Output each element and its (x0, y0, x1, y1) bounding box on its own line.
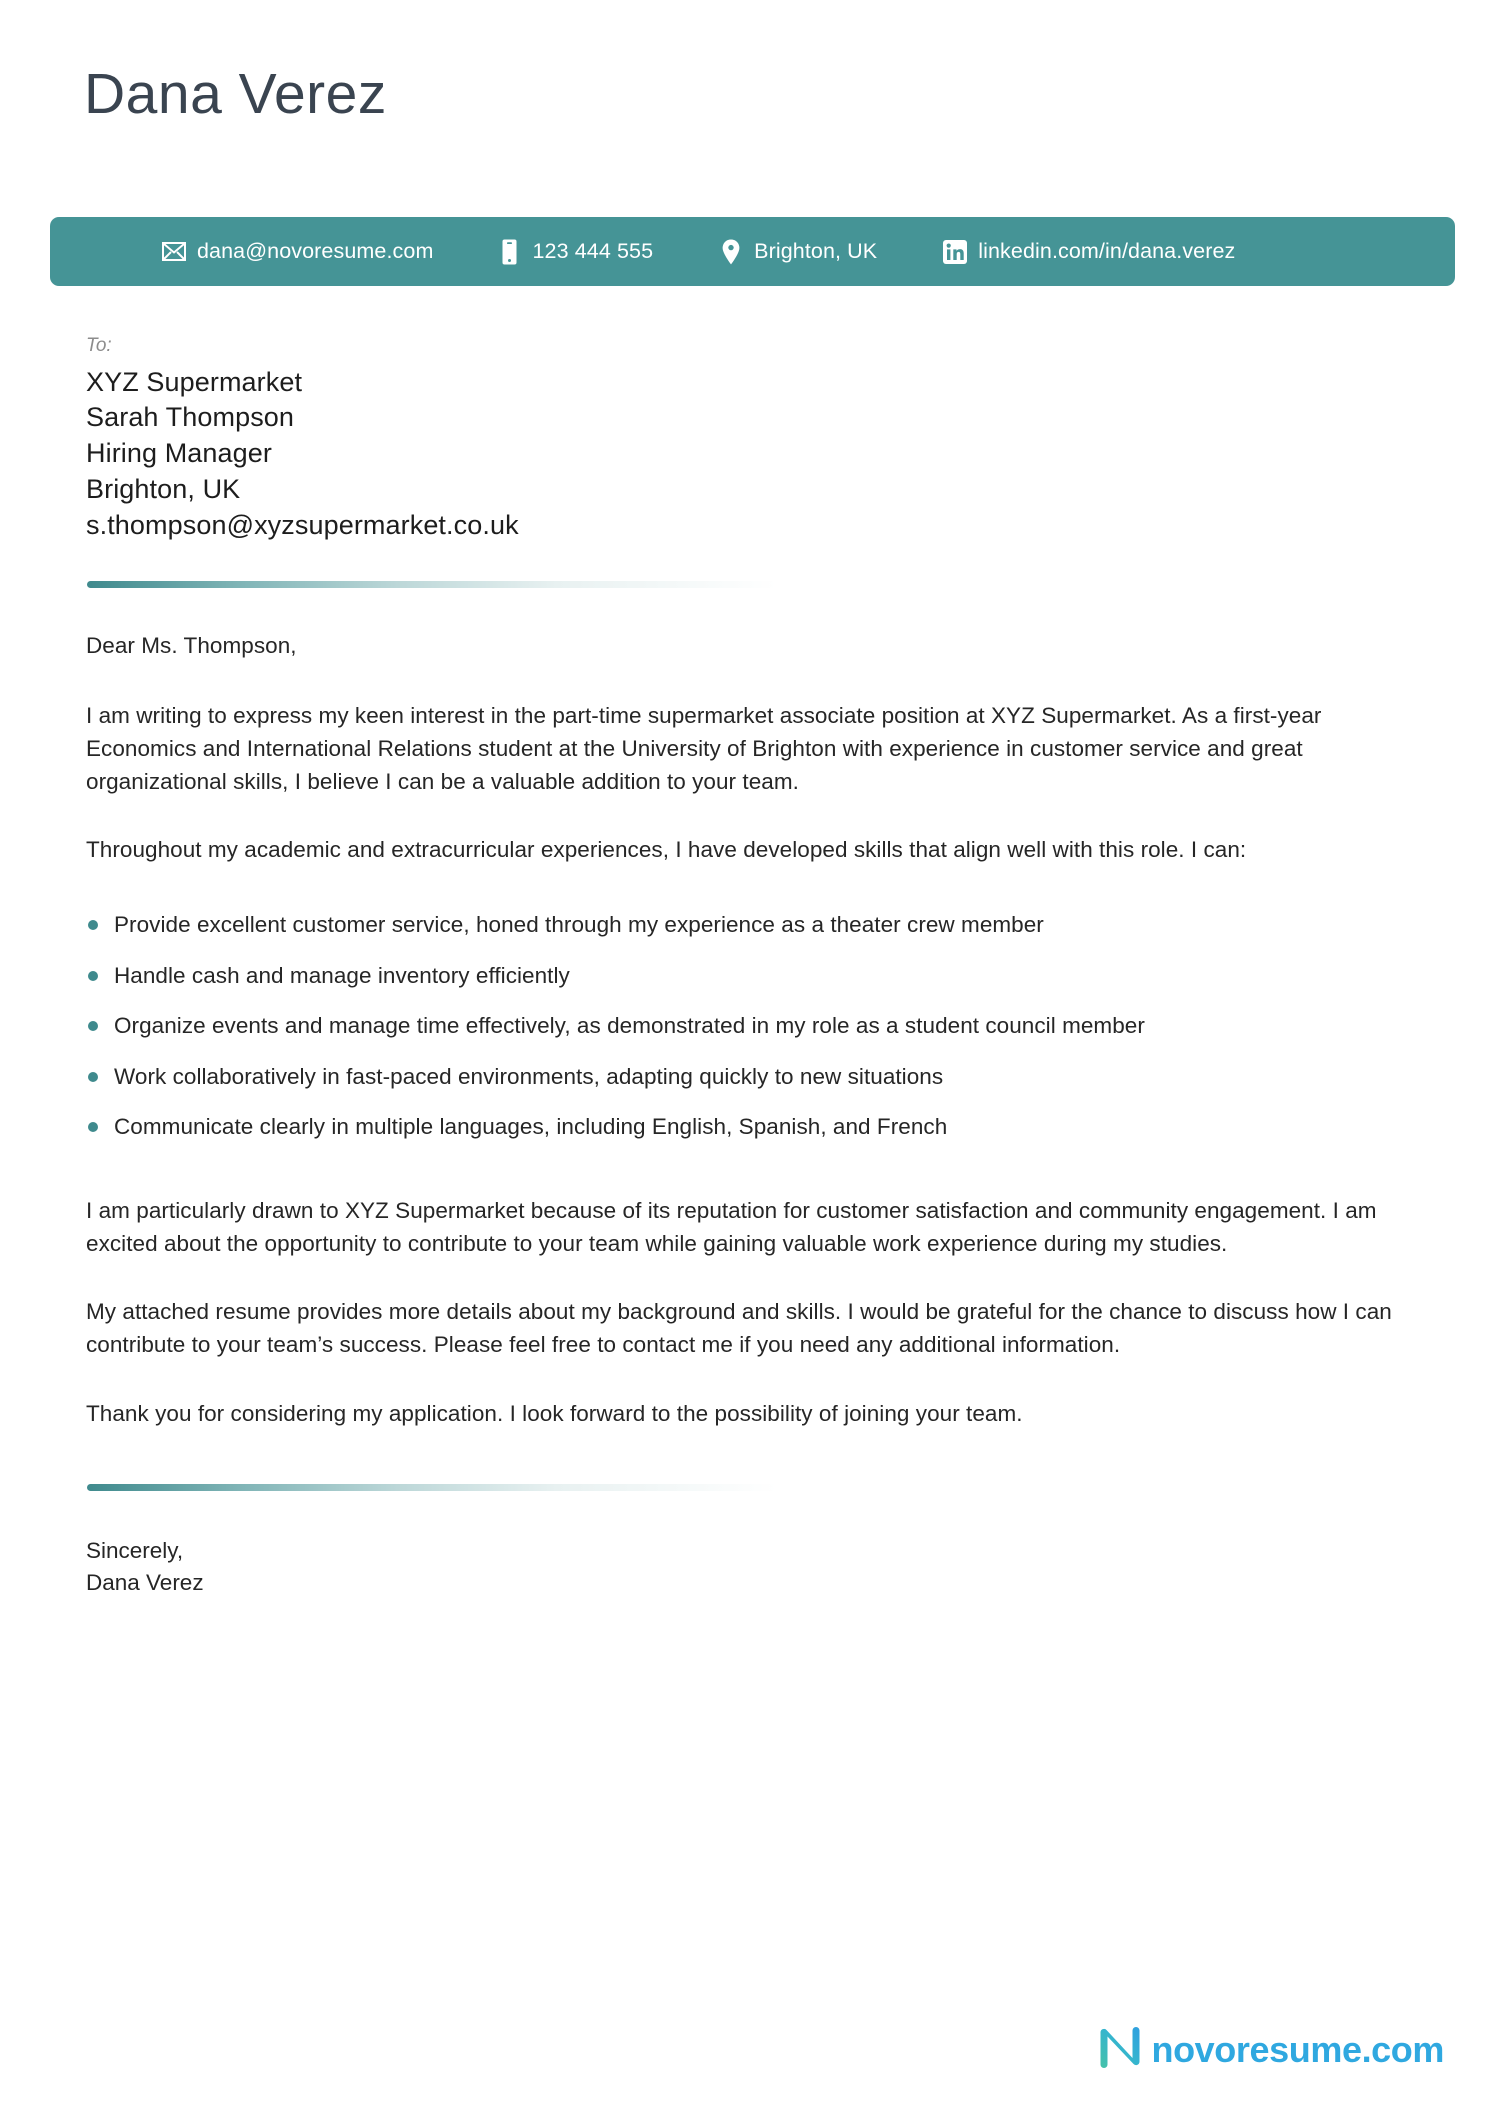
bullet-dot-icon (88, 1021, 98, 1031)
list-item (86, 909, 1406, 941)
novoresume-logo-text: novoresume.com (1151, 2028, 1444, 2070)
contact-item-linkedin[interactable] (943, 239, 1235, 265)
list-item-label: Work collaboratively in fast-paced environments, adapting quickly to new situations (114, 1063, 944, 1089)
list-item-label: Handle cash and manage inventory efficiently (114, 962, 570, 988)
list-item (86, 960, 1406, 992)
bullet-dot-icon (88, 1072, 98, 1082)
recipient-location: Brighton, UK (86, 474, 241, 505)
recipient-person: Sarah Thompson (86, 402, 295, 433)
letter-body (86, 630, 1406, 1467)
contact-label-location: Brighton, UK (754, 238, 878, 263)
contact-item-location[interactable] (719, 239, 877, 265)
bullet-dot-icon (88, 1122, 98, 1132)
envelope-icon (162, 239, 186, 265)
novoresume-logo[interactable] (1096, 2025, 1445, 2074)
contact-item-email[interactable] (162, 239, 433, 265)
bullet-dot-icon (88, 920, 98, 930)
list-item (86, 1061, 1406, 1093)
divider-top (87, 581, 777, 588)
list-item (86, 1010, 1406, 1042)
list-item-label: Provide excellent customer service, honed through my experience as a theater crew member (114, 912, 1044, 938)
linkedin-icon (943, 239, 967, 265)
page-title: Dana Verez (84, 62, 387, 126)
recipient-to-label: To: (86, 335, 112, 356)
recipient-company: XYZ Supermarket (86, 366, 303, 397)
contact-label-linkedin: linkedin.com/in/dana.verez (978, 238, 1236, 263)
letter-salutation: Dear Ms. Thompson, (86, 633, 297, 658)
list-item (86, 1111, 1406, 1143)
skills-list-wrapper (86, 909, 1406, 1143)
skills-list (86, 909, 1406, 1143)
divider-bottom (87, 1484, 777, 1491)
contact-label-phone: 123 444 555 (532, 238, 654, 263)
signature-closing: Sincerely, (86, 1538, 184, 1563)
contact-label-email: dana@novoresume.com (197, 238, 434, 263)
recipient-email: s.thompson@xyzsupermarket.co.uk (86, 510, 519, 541)
letter-paragraph-3: I am particularly drawn to XYZ Supermarket because of its reputation for customer satisfaction and community engagement. I am excited about the opportunity to contribute to your team while gaining valuable work experience during my studies. (86, 1197, 1377, 1256)
novoresume-n-logo-icon (1096, 2025, 1142, 2074)
map-pin-icon (719, 239, 743, 265)
letter-paragraph-5: Thank you for considering my application. I look forward to the possibility of joining your team. (86, 1401, 1023, 1427)
contact-item-phone[interactable] (497, 239, 653, 265)
list-item-label: Organize events and manage time effectively, as demonstrated in my role as a student council member (114, 1013, 1145, 1039)
signature-name: Dana Verez (86, 1569, 204, 1595)
phone-icon (497, 239, 521, 265)
recipient-block (86, 332, 519, 544)
letter-paragraph-4: My attached resume provides more details about my background and skills. I would be grateful for the chance to discuss how I can contribute to your team’s success. Please feel free to contact me if you need any additional information. (86, 1299, 1392, 1358)
contact-bar (50, 217, 1455, 286)
recipient-job-title: Hiring Manager (86, 438, 272, 469)
letter-paragraph-2: Throughout my academic and extracurricular experiences, I have developed skills that align well with this role. I can: (86, 837, 1247, 863)
signature-block (86, 1535, 204, 1599)
list-item-label: Communicate clearly in multiple languages, including English, Spanish, and French (114, 1114, 948, 1140)
bullet-dot-icon (88, 971, 98, 981)
letter-paragraph-1: I am writing to express my keen interest in the part-time supermarket associate position at XYZ Supermarket. As a first-year Economics and International Relations student at the University of Brighton with experience in customer service and great organizational skills, I believe I can be a valuable addition to your team. (86, 702, 1322, 794)
